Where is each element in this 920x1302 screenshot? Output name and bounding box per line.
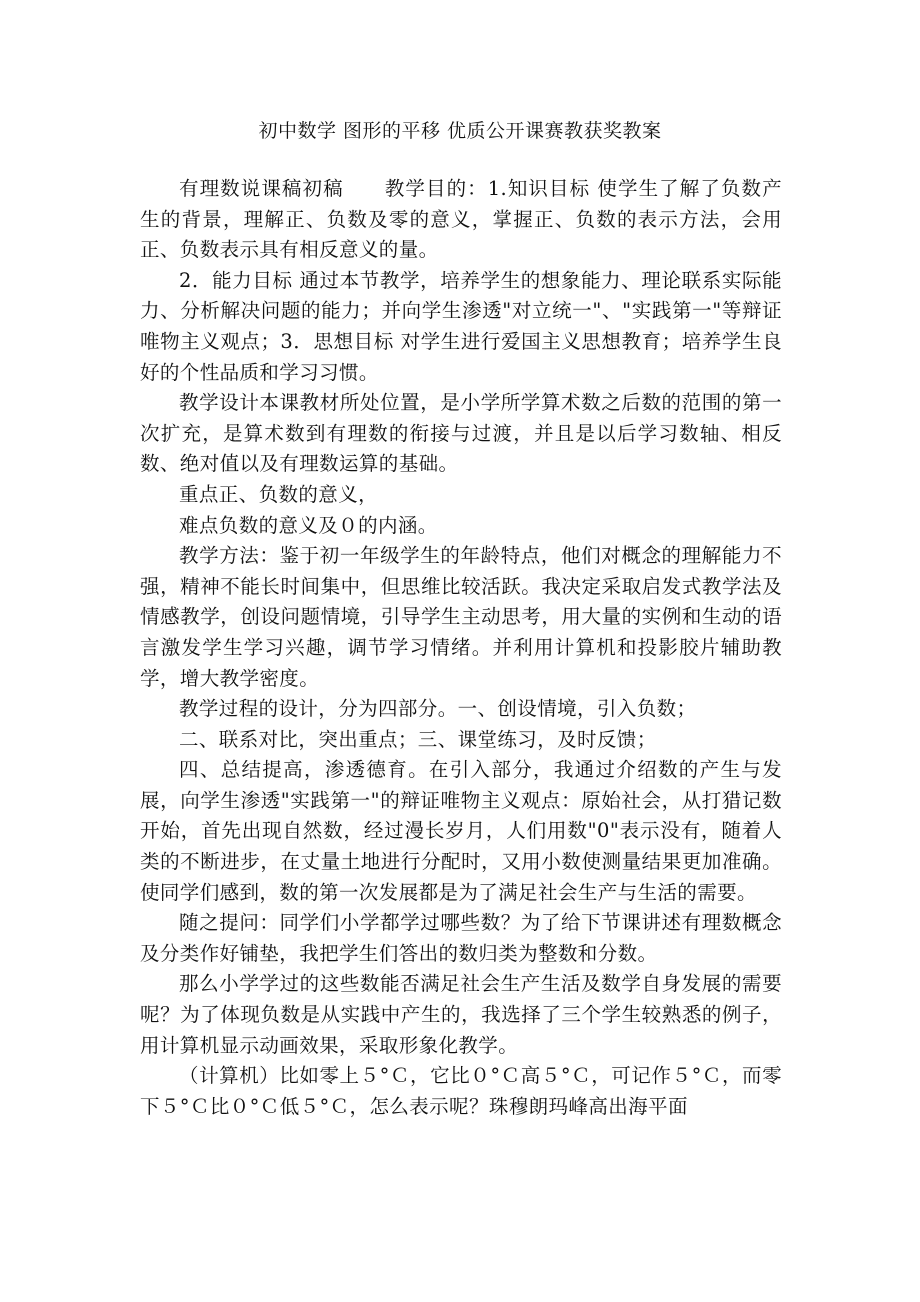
paragraph-difficulty: 难点负数的意义及０的内涵。 xyxy=(179,513,438,537)
document-body xyxy=(140,174,782,1122)
paragraph-key-point: 重点正、负数的意义， xyxy=(179,482,379,506)
paragraph-question: 随之提问：同学们小学都学过哪些数？为了给下节课讲述有理数概念及分类作好铺垫，我把学生们答出的数归类为整数和分数。 xyxy=(140,911,782,965)
paragraph-computer-example: （计算机）比如零上５°Ｃ，它比０°Ｃ高５°Ｃ，可记作５°Ｃ，而零下５°Ｃ比０°Ｃ低５°Ｃ，怎么表示呢？珠穆朗玛峰高出海平面 xyxy=(140,1064,782,1118)
paragraph-negative-numbers: 那么小学学过的这些数能否满足社会生产生活及数学自身发展的需要呢？为了体现负数是从实践中产生的，我选择了三个学生较熟悉的例子，用计算机显示动画效果，采取形象化教学。 xyxy=(140,972,782,1057)
paragraph-ability-goals: 2．能力目标 通过本节教学，培养学生的想象能力、理论联系实际能力、分析解决问题的能力；并向学生渗透"对立统一"、"实践第一"等辩证唯物主义观点；3．思想目标 对学生进行爱国主义思想教育；培养学生良好的个性品质和学习习惯。 xyxy=(140,268,782,384)
paragraph-teaching-design: 教学设计本课教材所处位置，是小学所学算术数之后数的范围的第一次扩充，是算术数到有理数的衔接与过渡，并且是以后学习数轴、相反数、绝对值以及有理数运算的基础。 xyxy=(140,391,782,476)
paragraph-objectives: 有理数说课稿初稿 教学目的：1.知识目标 使学生了解了负数产生的背景，理解正、负数及零的意义，掌握正、负数的表示方法，会用正、负数表示具有相反意义的量。 xyxy=(140,177,782,262)
paragraph-process-intro: 教学过程的设计，分为四部分。一、创设情境，引入负数； xyxy=(179,697,697,721)
paragraph-process-parts: 二、联系对比，突出重点；三、课堂练习，及时反馈； xyxy=(179,727,657,751)
paragraph-summary: 四、总结提高，渗透德育。在引入部分，我通过介绍数的产生与发展，向学生渗透"实践第一"的辩证唯物主义观点：原始社会，从打猎记数开始，首先出现自然数，经过漫长岁月，人们用数"0"表示没有，随着人类的不断进步，在丈量土地进行分配时，又用小数使测量结果更加准确。使同学们感到，数的第一次发展都是为了满足社会生产与生活的需要。 xyxy=(140,758,782,904)
document-title: 初中数学 图形的平移 优质公开课赛教获奖教案 xyxy=(258,120,662,142)
paragraph-teaching-method: 教学方法：鉴于初一年级学生的年龄特点，他们对概念的理解能力不强，精神不能长时间集中，但思维比较活跃。我决定采取启发式教学法及情感教学，创设问题情境，引导学生主动思考，用大量的实例和生动的语言激发学生学习兴趣，调节学习情绪。并利用计算机和投影胶片辅助教学，增大教学密度。 xyxy=(140,544,782,690)
